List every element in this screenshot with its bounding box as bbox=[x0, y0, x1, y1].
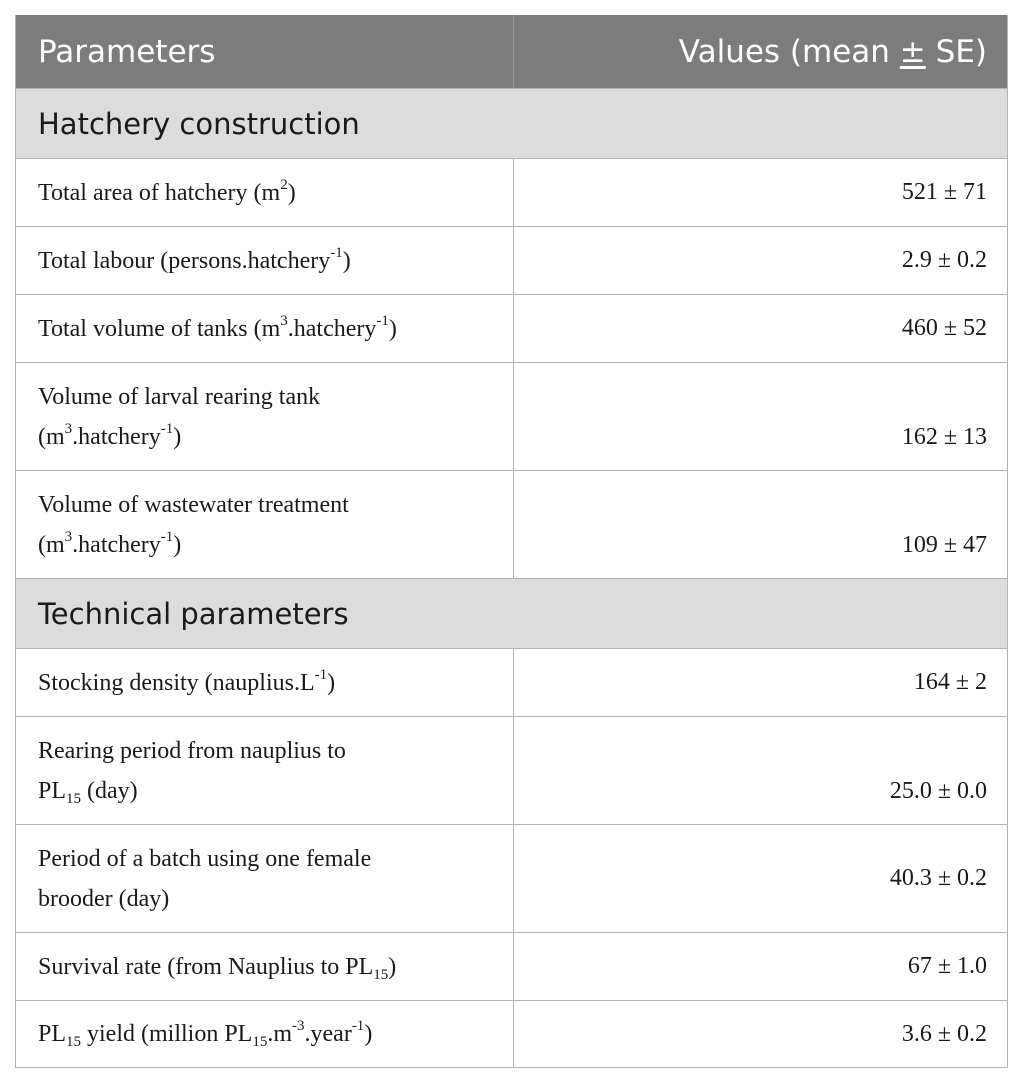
row-label: Total labour (persons.hatchery$^{-1}$) bbox=[16, 227, 514, 294]
row-value: 460 ± 52 bbox=[901, 315, 987, 341]
row-label: Stocking density $(nauplius.L^{-1})$ bbox=[16, 649, 514, 716]
row-value: 3.6 ± 0.2 bbox=[901, 1020, 987, 1047]
row-label: Period of a batch using one female brooder (day) bbox=[16, 825, 514, 932]
row-value: 40.3 ± 0.2 bbox=[889, 865, 987, 891]
header-values bbox=[514, 15, 1007, 88]
row-label: Volume of wastewater treatment $(m^3.hatchery^{-1})$ bbox=[16, 471, 514, 578]
table-row bbox=[16, 1000, 1007, 1068]
row-value: 25.0 ± 0.0 bbox=[889, 778, 987, 804]
row-label: Volume of larval rearing tank $(m^3.hatchery^{-1})$ bbox=[16, 363, 514, 470]
table-row bbox=[16, 362, 1007, 470]
section-technical-parameters: Technical parameters bbox=[16, 578, 1007, 648]
row-value: 109 ± 47 bbox=[901, 532, 987, 558]
header-plus-minus: ± bbox=[899, 33, 926, 70]
table-row bbox=[16, 824, 1007, 932]
table-row bbox=[16, 158, 1007, 226]
table-row bbox=[16, 226, 1007, 294]
table-row bbox=[16, 648, 1007, 716]
header-parameters: Parameters bbox=[16, 15, 514, 88]
row-label: Total volume of tanks $(m^3.hatchery^{-1})$ bbox=[16, 295, 514, 362]
row-label: Total area of hatchery $(m^2)$ bbox=[16, 159, 514, 226]
row-value: 2.9 ± 0.2 bbox=[901, 247, 987, 273]
header-values-suffix: SE) bbox=[925, 33, 987, 70]
table-row bbox=[16, 716, 1007, 824]
header-values-prefix: Values (mean bbox=[678, 33, 900, 70]
table-row bbox=[16, 932, 1007, 1000]
parameters-table bbox=[15, 15, 1008, 1068]
table-row bbox=[16, 294, 1007, 362]
row-value: 164 ± 2 bbox=[913, 669, 987, 695]
section-hatchery-construction: Hatchery construction bbox=[16, 88, 1007, 158]
row-value: 162 ± 13 bbox=[901, 424, 987, 450]
row-value: 67 ± 1.0 bbox=[907, 953, 987, 979]
table-header bbox=[16, 15, 1007, 88]
row-label: $PL_{15}$ yield (million $PL_{15}.m^{-3}.year^{-1}$) bbox=[16, 1001, 514, 1067]
row-label: Rearing period from nauplius to $PL_{15}$ (day) bbox=[16, 717, 514, 824]
row-label: Survival rate (from Nauplius to $PL_{15}$) bbox=[16, 933, 514, 1000]
table-row bbox=[16, 470, 1007, 578]
row-value: 521 ± 71 bbox=[901, 179, 987, 205]
